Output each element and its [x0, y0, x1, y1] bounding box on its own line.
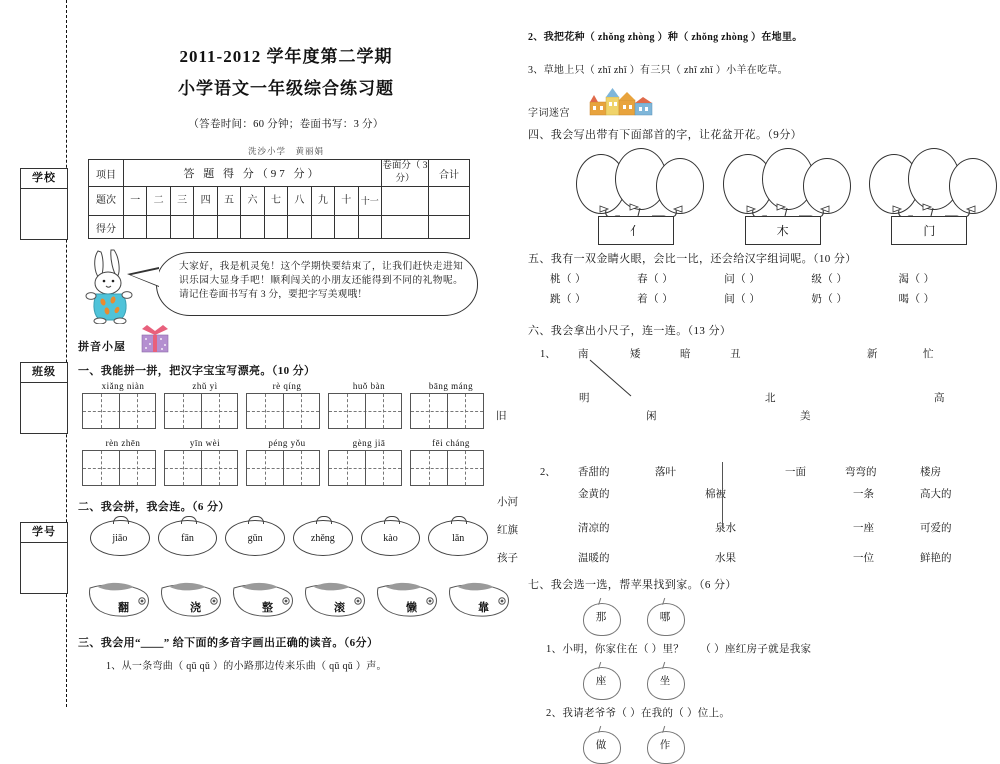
q6-item1-label: 1、: [540, 349, 556, 360]
cell-score-blank[interactable]: [241, 216, 264, 239]
cell-score-blank[interactable]: [147, 216, 170, 239]
pinyin-label: rè qíng: [272, 381, 302, 391]
pinyin-balloon-label: lǎn: [452, 532, 465, 544]
word-maze-header: [500, 94, 1000, 120]
pinyin-hut-header: [76, 327, 496, 357]
q5-item[interactable]: 问（ ）: [724, 274, 761, 285]
cell-score-blank[interactable]: [124, 216, 147, 239]
q6-noun2[interactable]: 小河: [497, 497, 518, 508]
pinyin-hut-label: 拼音小屋: [78, 341, 126, 353]
pinyin-label: rèn zhēn: [105, 438, 141, 448]
pinyin-balloon-label: gǔn: [247, 532, 263, 544]
speech-bubble-text: 大家好，我是机灵兔！这个学期快要结束了，让我们赶快走进知识乐园大显身手吧！顺利闯关的小朋友还能得到不同的礼物呢。请记住卷面书写有 3 分，要把字写美观哦！: [179, 261, 463, 300]
balloon-knot-icon: [451, 516, 467, 524]
pinyin-balloon[interactable]: [225, 520, 285, 556]
pinyin-label: yīn wèi: [189, 438, 221, 448]
apple-char: 哪: [659, 611, 671, 623]
cell-qnum: 四: [194, 187, 217, 216]
q3-item-1: 1、从一条弯曲（ qū qǔ ）的小路那边传来乐曲（ qū qǔ ）声。: [106, 661, 387, 672]
q6-word-top[interactable]: 忙: [923, 349, 934, 360]
q5-item[interactable]: 间（ ）: [724, 294, 761, 305]
q6-measure[interactable]: 一座: [853, 523, 874, 534]
fish-char: 懒: [406, 602, 417, 614]
pinyin-label: xiǎng niàn: [101, 381, 145, 391]
stub-class[interactable]: [20, 362, 68, 434]
q6-noun[interactable]: 水果: [715, 553, 736, 564]
apple-choice[interactable]: [580, 725, 622, 763]
question-2-heading: 二、我会拼，我会连。（6 分）: [78, 501, 230, 513]
q6-measure[interactable]: 一面: [785, 467, 806, 478]
right-column: [496, 0, 1000, 751]
question-5-heading: 五、我有一双金睛火眼，会比一比，还会给汉字组词呢。（10 分）: [528, 253, 857, 265]
apple-char: 坐: [659, 675, 671, 687]
q3-item-3: 3、草地上只（ zhī zhǐ ）有三只（ zhī zhǐ ）小羊在吃草。: [528, 65, 788, 76]
pinyin-balloon[interactable]: [90, 520, 150, 556]
fish-card[interactable]: [158, 578, 226, 622]
cell-total-blank[interactable]: [429, 187, 470, 216]
cell-face-blank[interactable]: [382, 187, 429, 216]
q5-item[interactable]: 春（ ）: [637, 274, 674, 285]
flowerpot-radical: 木: [745, 216, 821, 245]
cell-total-score-blank[interactable]: [429, 216, 470, 239]
tianzige-box[interactable]: [164, 393, 238, 429]
apple-choice[interactable]: [580, 597, 622, 635]
cell-score-blank[interactable]: [217, 216, 240, 239]
q1-pinyin-row-1: [82, 381, 496, 391]
cell-score-blank[interactable]: [264, 216, 287, 239]
fish-card[interactable]: [302, 578, 370, 622]
page-title-line2: 小学语文一年级综合练习题: [178, 79, 394, 98]
stub-school-blank[interactable]: [21, 189, 67, 239]
castle-icon: [588, 86, 654, 116]
apple-char: 座: [595, 675, 607, 687]
cell-total-header: 合计: [429, 160, 470, 187]
q6-adj[interactable]: 金黄的: [578, 489, 610, 500]
fish-char: 靠: [478, 602, 489, 614]
fish-card[interactable]: [230, 578, 298, 622]
cell-project: 项目: [89, 160, 124, 187]
stub-student-id-blank[interactable]: [21, 543, 67, 593]
cell-qnum: 二: [147, 187, 170, 216]
tianzige-box[interactable]: [410, 393, 484, 429]
q6-adj2[interactable]: 弯弯的: [845, 467, 877, 478]
q6-adj2[interactable]: 鲜艳的: [920, 553, 952, 564]
stub-student-id[interactable]: [20, 522, 68, 594]
fish-char: 浇: [190, 602, 201, 614]
cell-face-score-blank[interactable]: [382, 216, 429, 239]
pinyin-label: gèng jiā: [352, 438, 386, 448]
cell-score-blank[interactable]: [358, 216, 381, 239]
pinyin-label: fēi cháng: [432, 438, 470, 448]
cell-score-label: 得分: [89, 216, 124, 239]
question-7-heading: 七、我会选一选，帮苹果找到家。（6 分）: [528, 579, 737, 591]
pinyin-balloon[interactable]: [428, 520, 488, 556]
q6-item1-match-area: [496, 342, 1000, 462]
score-table: [88, 159, 470, 239]
q6-word-bottom[interactable]: 旧: [496, 411, 507, 422]
q7-sentence-1[interactable]: 1、小明，你家住在（ ）里？ （ ）座红房子就是我家: [546, 644, 812, 655]
q2-pinyin-balloons: [90, 520, 496, 556]
table-row-header: [89, 160, 470, 187]
q5-item[interactable]: 着（ ）: [637, 294, 674, 305]
balloon-knot-icon: [181, 516, 197, 524]
q6-word-bottom[interactable]: 明: [579, 393, 590, 404]
cell-qnum: 九: [311, 187, 334, 216]
pinyin-balloon[interactable]: [293, 520, 353, 556]
apple-choice[interactable]: [644, 725, 686, 763]
q6-measure[interactable]: 一位: [853, 553, 874, 564]
q6-measure[interactable]: 一条: [853, 489, 874, 500]
tianzige-box[interactable]: [246, 393, 320, 429]
cell-score-blank[interactable]: [288, 216, 311, 239]
question-3-heading: 三、我会用“＿＿” 给下面的多音字画出正确的读音。（6分）: [78, 637, 379, 649]
q7-apple-row-2: [580, 661, 1000, 699]
cell-qnum: 七: [264, 187, 287, 216]
cell-qnum: 十: [335, 187, 358, 216]
q6-word-bottom[interactable]: 美: [800, 411, 811, 422]
cell-qnum: 十一: [358, 187, 381, 216]
cell-qnum: 六: [241, 187, 264, 216]
cell-score-blank[interactable]: [335, 216, 358, 239]
q1-writing-grid-row-2: [82, 450, 496, 486]
left-column: [76, 0, 496, 707]
pinyin-label: bāng máng: [428, 381, 474, 391]
fish-card[interactable]: [374, 578, 442, 622]
pinyin-balloon-label: fān: [181, 532, 194, 544]
stub-class-blank[interactable]: [21, 383, 67, 433]
q5-item[interactable]: 级（ ）: [811, 274, 848, 285]
fish-char: 翻: [118, 602, 129, 614]
q6-word-top[interactable]: 暗: [680, 349, 691, 360]
tianzige-box[interactable]: [246, 450, 320, 486]
q5-item[interactable]: 跳（ ）: [550, 294, 587, 305]
q5-row-1: [550, 271, 1000, 286]
q6-noun2[interactable]: 楼房: [920, 467, 941, 478]
table-row-question-numbers: [89, 187, 470, 216]
tianzige-box[interactable]: [82, 450, 156, 486]
flowerpot-group[interactable]: [853, 148, 1000, 244]
apple-choice[interactable]: [644, 597, 686, 635]
q6-adj2[interactable]: 高大的: [920, 489, 952, 500]
q7-sentence-2[interactable]: 2、我请老爷爷（ ）在我的（ ）位上。: [546, 708, 731, 719]
cell-score-blank[interactable]: [170, 216, 193, 239]
q6-adj[interactable]: 温暖的: [578, 553, 610, 564]
fish-char: 滚: [334, 602, 345, 614]
cell-qnum: 一: [124, 187, 147, 216]
fish-card[interactable]: [86, 578, 154, 622]
flowerpot-radical: 门: [891, 216, 967, 245]
q6-noun2[interactable]: 红旗: [497, 525, 518, 536]
balloon-knot-icon: [113, 516, 129, 524]
q5-row-2: [550, 291, 1000, 306]
q6-adj2[interactable]: 可爱的: [920, 523, 952, 534]
fish-char: 整: [262, 602, 273, 614]
pinyin-balloon-label: kào: [383, 532, 398, 544]
question-4-heading: 四、我会写出带有下面部首的字，让花盆开花。（9分）: [528, 129, 802, 141]
apple-char: 那: [595, 611, 607, 623]
q6-item2-match-area: [497, 464, 1000, 574]
cell-score-blank[interactable]: [194, 216, 217, 239]
cell-qnum: 五: [217, 187, 240, 216]
q6-word-top[interactable]: 丑: [730, 349, 741, 360]
q7-apple-row-1: [580, 597, 1000, 635]
exam-subtitle: （答卷时间：60 分钟；卷面书写：3 分）: [188, 119, 384, 130]
flowerpot-radical: 亻: [598, 216, 674, 245]
cell-face-score-header: 卷面分（ 3 分）: [382, 160, 429, 187]
balloon-knot-icon: [316, 516, 332, 524]
pinyin-label: huǒ bàn: [352, 381, 386, 391]
q6-word-top[interactable]: 矮: [630, 349, 641, 360]
pinyin-balloon[interactable]: [361, 520, 421, 556]
word-maze-label: 字词迷宫: [528, 108, 570, 119]
q6-word-top[interactable]: 南: [578, 349, 589, 360]
q5-item[interactable]: 奶（ ）: [811, 294, 848, 305]
balloon-knot-icon: [384, 516, 400, 524]
pinyin-label: zhǔ yì: [192, 381, 218, 391]
tianzige-box[interactable]: [328, 450, 402, 486]
page-title-line1: 2011-2012 学年度第二学期: [179, 47, 393, 66]
q6-noun[interactable]: 落叶: [655, 467, 676, 478]
speech-bubble: [156, 252, 478, 316]
table-row-scores: [89, 216, 470, 239]
tianzige-box[interactable]: [410, 450, 484, 486]
q2-fish-row: [86, 578, 496, 622]
q6-item2-label: 2、: [540, 467, 556, 478]
stub-class-label: 班级: [21, 363, 67, 383]
q6-noun2[interactable]: 孩子: [497, 553, 518, 564]
apple-char: 作: [659, 739, 671, 751]
q1-pinyin-row-2: [82, 438, 496, 448]
q6-sample-match-line: [500, 342, 1000, 462]
q7-apple-row-3: [580, 725, 1000, 763]
tianzige-box[interactable]: [328, 393, 402, 429]
q6-adj[interactable]: 清凉的: [578, 523, 610, 534]
pinyin-balloon-label: zhěng: [310, 532, 335, 544]
tianzige-box[interactable]: [164, 450, 238, 486]
question-6-heading: 六、我会拿出小尺子，连一连。（13 分）: [528, 325, 732, 337]
cell-answer-score-header: 答 题 得 分（97 分）: [124, 160, 382, 187]
q6-noun[interactable]: 棉被: [705, 489, 726, 500]
stub-school[interactable]: [20, 168, 68, 240]
mascot-row: [76, 245, 496, 331]
stub-student-id-label: 学号: [21, 523, 67, 543]
stub-school-label: 学校: [21, 169, 67, 189]
q1-writing-grid-row-1: [82, 393, 496, 429]
question-1-heading: 一、我能拼一拼，把汉字宝宝写漂亮。（10 分）: [78, 365, 316, 377]
q5-item[interactable]: 渴（ ）: [898, 274, 935, 285]
cell-score-blank[interactable]: [311, 216, 334, 239]
q5-item[interactable]: 桃（ ）: [550, 274, 587, 285]
balloon-knot-icon: [248, 516, 264, 524]
cell-qnum: 八: [288, 187, 311, 216]
apple-choice[interactable]: [644, 661, 686, 699]
q6-word-bottom[interactable]: 闲: [646, 411, 657, 422]
gift-box-icon: [138, 325, 172, 355]
cell-qnum: 三: [170, 187, 193, 216]
q6-divider-line: [722, 462, 723, 528]
q6-adj[interactable]: 香甜的: [578, 467, 610, 478]
tianzige-box[interactable]: [82, 393, 156, 429]
q4-flowerpot-row: [560, 148, 1000, 244]
q6-word-top[interactable]: 新: [867, 349, 878, 360]
cell-question-label: 题次: [89, 187, 124, 216]
q3-item-2: 2、我把花种（ zhǒng zhòng ）种（ zhǒng zhòng ）在地里。: [528, 32, 803, 43]
apple-choice[interactable]: [580, 661, 622, 699]
q6-word-bottom[interactable]: 北: [765, 393, 776, 404]
q6-noun[interactable]: 泉水: [715, 523, 736, 534]
pinyin-label: péng yǒu: [268, 438, 306, 448]
fold-dashed-line: [66, 0, 67, 707]
flowerpot-group[interactable]: [560, 148, 707, 244]
pinyin-balloon[interactable]: [158, 520, 218, 556]
flowerpot-group[interactable]: [707, 148, 854, 244]
apple-char: 做: [595, 739, 607, 751]
pinyin-balloon-label: jiāo: [112, 532, 128, 544]
school-author-byline: 洗沙小学 黄丽娟: [247, 146, 324, 156]
q5-item[interactable]: 喝（ ）: [898, 294, 935, 305]
q6-word-bottom[interactable]: 高: [934, 393, 945, 404]
